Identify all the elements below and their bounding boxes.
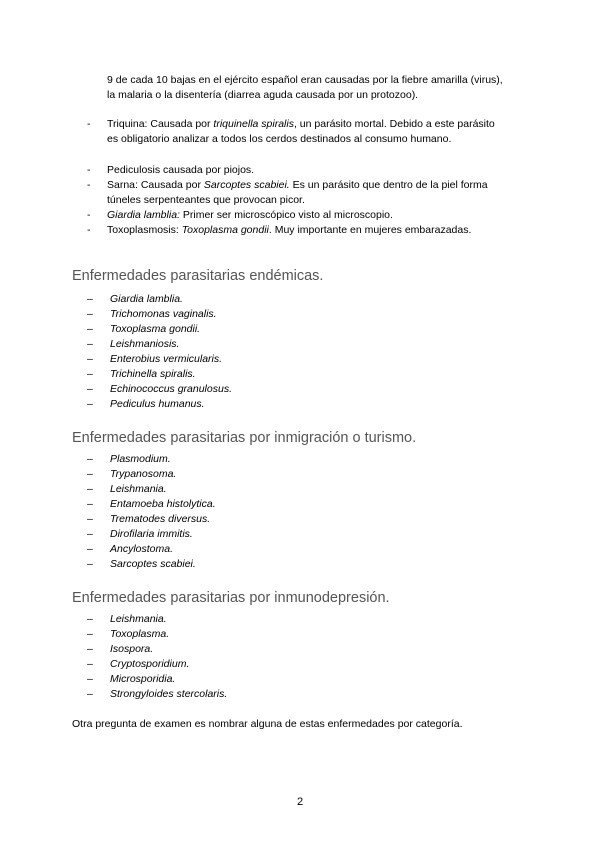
species-name: Giardia lamblia: xyxy=(107,209,180,221)
species-name: Sarcoptes scabiei. xyxy=(203,179,290,191)
intro-line-1: 9 de cada 10 bajas en el ejército español eran causadas por la fiebre amarilla (virus), xyxy=(107,74,503,86)
bullet-triquina-text: Triquina: Causada por triquinella spiralis, un parásito mortal. Debido a este parásito es obligatorio analizar a todos los cerdos destinados al consumo humano. xyxy=(107,118,495,145)
bullet-dash: - xyxy=(87,164,91,176)
closing-paragraph: Otra pregunta de examen es nombrar alguna de estas enfermedades por categoría. xyxy=(72,718,463,730)
section-heading-endemicas: Enfermedades parasitarias endémicas. xyxy=(72,268,324,284)
bullet-dash: - xyxy=(87,224,91,236)
bullet-toxoplasmosis-text: Toxoplasmosis: Toxoplasma gondii. Muy importante en mujeres embarazadas. xyxy=(107,224,472,236)
bullet-dash: - xyxy=(87,118,91,130)
page-number: 2 xyxy=(296,796,304,808)
species-name: Toxoplasma gondii xyxy=(181,224,269,236)
bullet-dash: - xyxy=(87,179,91,191)
bullet-pediculosis-text: Pediculosis causada por piojos. xyxy=(107,164,255,176)
section-heading-inmigracion: Enfermedades parasitarias por inmigración o turismo. xyxy=(72,430,417,446)
intro-paragraph xyxy=(107,73,547,103)
bullet-sarna-text: Sarna: Causada por Sarcoptes scabiei. Es un parásito que dentro de la piel forma túneles serpenteantes que provocan picor. xyxy=(107,179,488,206)
bullet-giardia-text: Giardia lamblia: Primer ser microscópico visto al microscopio. xyxy=(107,209,393,221)
species-name: triquinella spiralis xyxy=(213,118,294,130)
section-heading-inmunodepresion: Enfermedades parasitarias por inmunodepresión. xyxy=(72,590,390,606)
bullet-dash: - xyxy=(87,209,91,221)
intro-line-2: la malaria o la disentería (diarrea aguda causada por un protozoo). xyxy=(107,89,419,101)
